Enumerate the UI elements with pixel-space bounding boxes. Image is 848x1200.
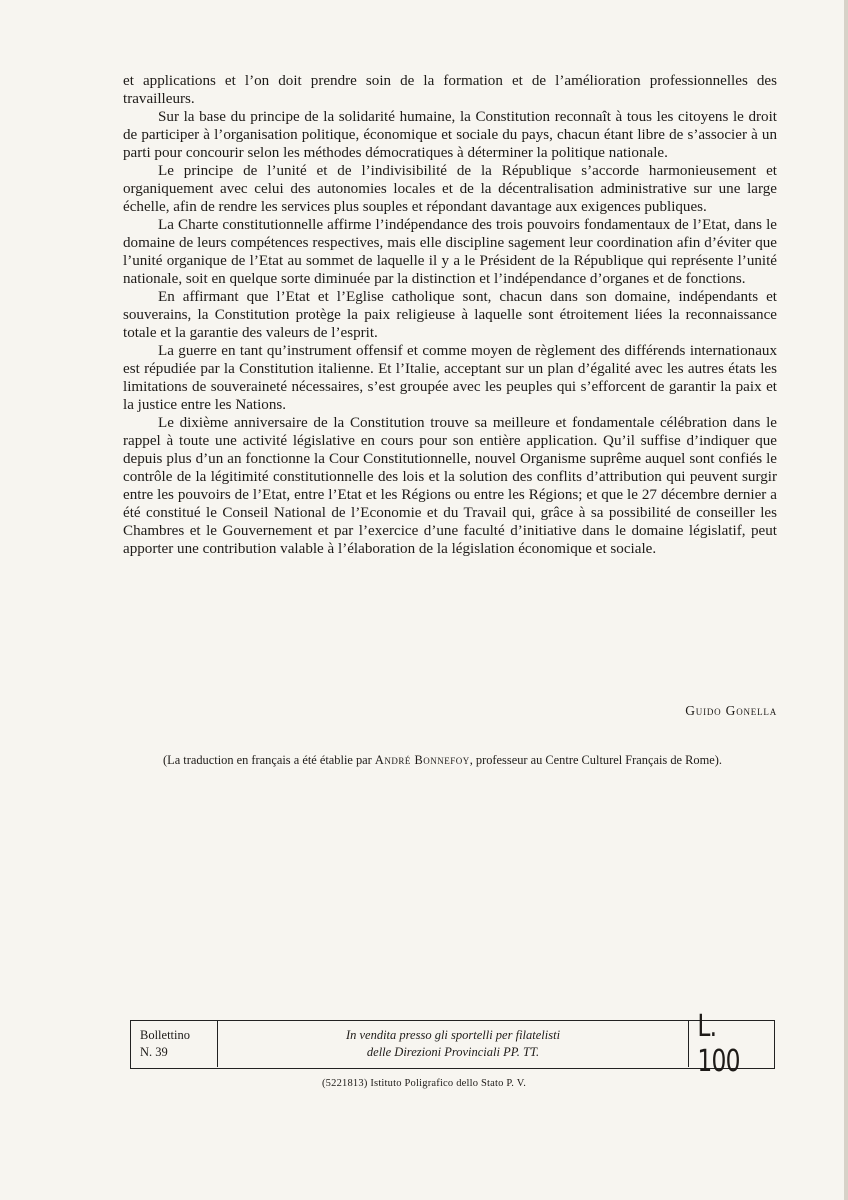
page-edge: [844, 0, 848, 1200]
paragraph-5: En affirmant que l’Etat et l’Eglise catholique sont, chacun dans son domaine, indépendants et souverains, la Constitution protège la paix religieuse à laquelle sont étroitement liées la reconnaissance totale et la garantie des valeurs de l’esprit.: [123, 289, 777, 341]
paragraph-3: Le principe de l’unité et de l’indivisibilité de la République s’accorde harmonieusement et organiquement avec celui des autonomies locales et de la décentralisation administrative sur une large échelle, afin de rendre les services plus souples et répondant davantage aux exigences publiques.: [123, 163, 777, 215]
sale-info-box: [130, 1009, 775, 1079]
translation-note: [163, 751, 777, 769]
bulletin-cell: [131, 1021, 218, 1067]
translation-note-text-end: , professeur au Centre Culturel Français de Rome).: [469, 753, 722, 767]
sale-line-1: In vendita presso gli sportelli per filatelisti: [345, 1028, 561, 1042]
paragraph-7: Le dixième anniversaire de la Constitution trouve sa meilleure et fondamentale célébration dans le rappel à toute une activité législative en cours pour son entière application. Qu’il suffise d’indiquer que depuis plus d’un an fonctionne la Cour Constitutionnelle, nouvel Organisme suprême auquel sont confiés le contrôle de la légitimité constitutionnelle des lois et la solution des conflits d’attribution qui peuvent surgir entre les pouvoirs de l’Etat, entre l’Etat et les Régions ou entre les Régions; et que le 27 décembre dernier a été constitué le Conseil National de l’Economie et du Travail qui, grâce à sa possibilité de conseiller les Chambres et le Gouvernement et par l’exercice d’une faculté d’initiative dans le domaine législatif, peut apporter une contribution valable à l’élaboration de la législation économique et sociale.: [123, 415, 777, 557]
paragraph-4: La Charte constitutionnelle affirme l’indépendance des trois pouvoirs fondamentaux de l’Etat, dans le domaine de leurs compétences respectives, mais elle discipline sagement leur coordination afin d’éviter que l’unité organique de l’Etat au sommet de laquelle il y a le Président de la République qui représente l’unité nationale, soit en quelque sorte diminuée par la distinction et l’indépendance d’organes et de fonctions.: [123, 217, 777, 287]
translation-note-text: (La traduction en français a été établie par: [163, 753, 375, 767]
paragraph-1: et applications et l’on doit prendre soin de la formation et de l’amélioration professionnelles des travailleurs.: [123, 73, 777, 107]
sale-location-cell: [218, 1021, 689, 1067]
paragraph-2: Sur la base du principe de la solidarité humaine, la Constitution reconnaît à tous les citoyens le droit de participer à l’organisation politique, économique et sociale du pays, chacun étant libre de s’associer à un parti pour concourir selon les méthodes démocratiques à déterminer la politique nationale.: [123, 109, 777, 161]
price-label: L. 100: [697, 1009, 740, 1079]
paragraph-6: La guerre en tant qu’instrument offensif et comme moyen de règlement des différends internationaux est répudiée par la Constitution italienne. Et l’Italie, acceptant sur un plan d’égalité avec les autres états les limitations de souveraineté nécessaires, s’est groupée avec les peuples qui s’efforcent de garantir la paix et la justice entre les Nations.: [123, 343, 777, 413]
bulletin-number: N. 39: [140, 1045, 168, 1059]
author-signature: Guido Gonella: [685, 703, 777, 718]
article-body: [123, 72, 777, 558]
translator-name: André Bonnefoy: [374, 753, 470, 767]
price-cell: [688, 1009, 773, 1079]
bulletin-label: Bollettino: [140, 1028, 190, 1042]
printer-imprint: (5221813) Istituto Poligrafico dello Stato P. V.: [321, 1078, 527, 1089]
sale-line-2: delle Direzioni Provinciali PP. TT.: [366, 1045, 540, 1059]
